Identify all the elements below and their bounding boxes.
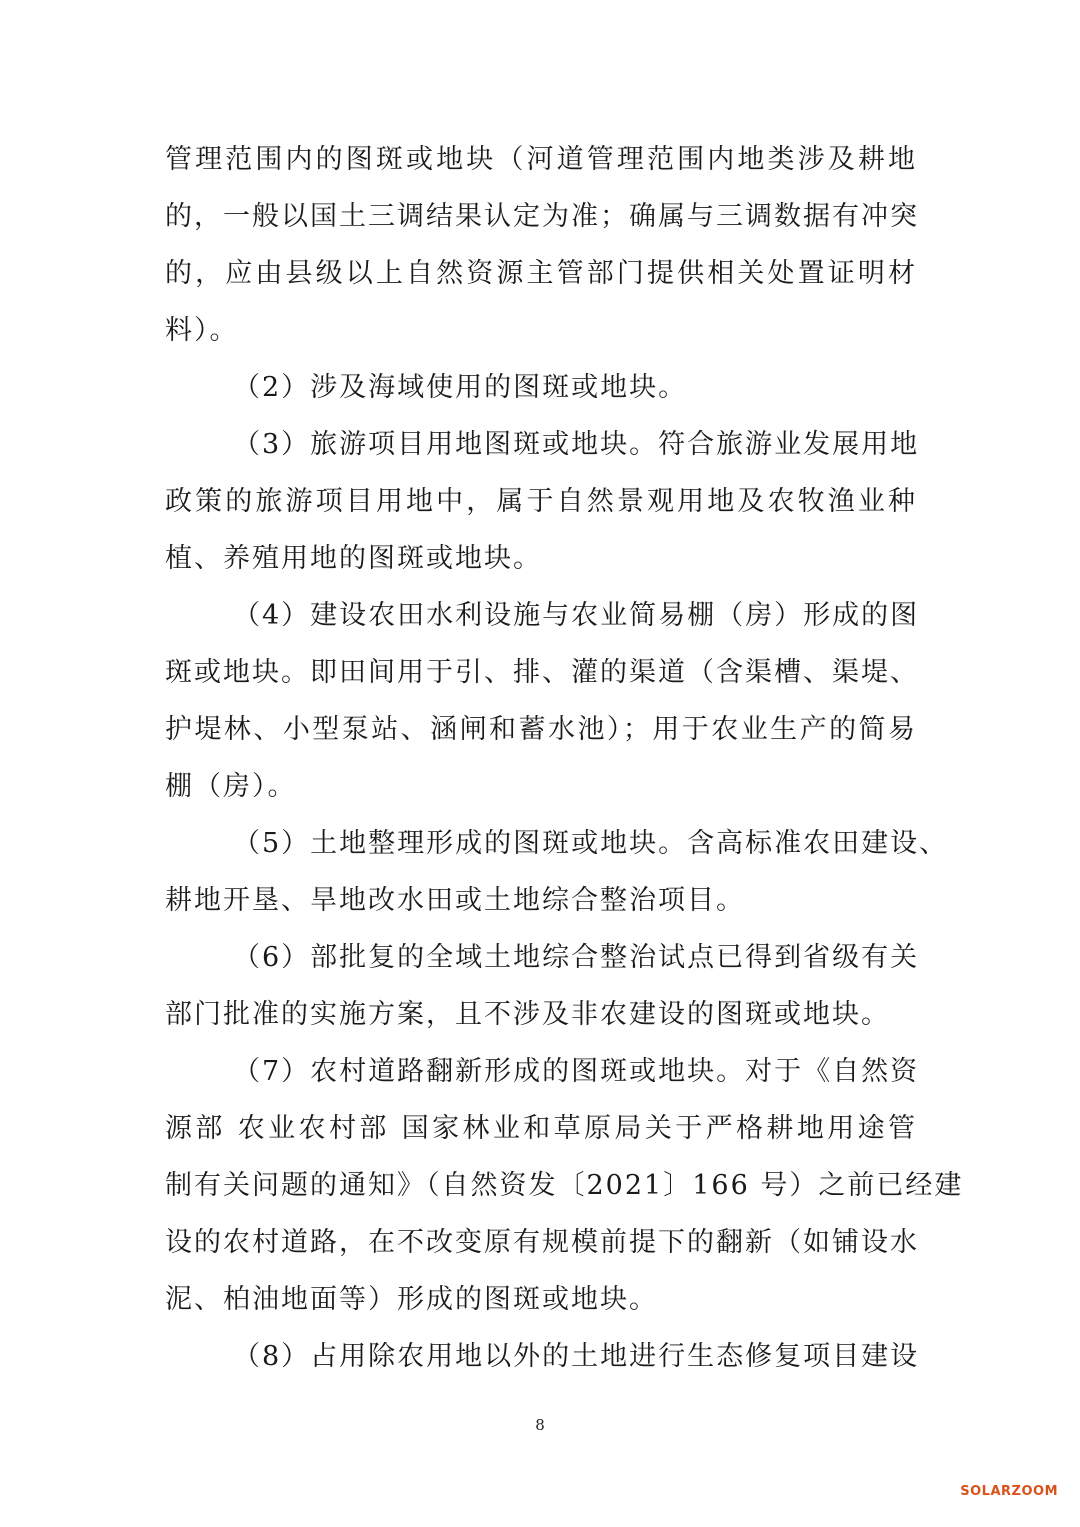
document-body	[165, 131, 964, 1385]
text-line: （4）建设农田水利设施与农业简易棚（房）形成的图	[233, 600, 920, 631]
text-line: （8）占用除农用地以外的土地进行生态修复项目建设	[233, 1341, 920, 1372]
text-line: 护堤林、小型泵站、涵闸和蓄水池）；用于农业生产的简易	[165, 714, 917, 745]
page-number: 8	[535, 1416, 545, 1434]
text-line: 制有关问题的通知》（自然资发〔2021〕166 号）之前已经建	[165, 1170, 964, 1201]
text-line: 部门批准的实施方案，且不涉及非农建设的图斑或地块。	[165, 999, 890, 1030]
text-line: （5）土地整理形成的图斑或地块。含高标准农田建设、	[233, 828, 949, 859]
text-line: 的，一般以国土三调结果认定为准；确属与三调数据有冲突	[165, 201, 919, 232]
text-line: 料）。	[165, 315, 239, 346]
solarzoom-watermark: SOLARZOOM	[960, 1484, 1058, 1499]
text-line: 泥、柏油地面等）形成的图斑或地块。	[165, 1284, 658, 1315]
text-line: 设的农村道路，在不改变原有规模前提下的翻新（如铺设水	[165, 1227, 919, 1258]
text-line: 源部 农业农村部 国家林业和草原局关于严格耕地用途管	[165, 1113, 917, 1144]
text-line: （3）旅游项目用地图斑或地块。符合旅游业发展用地	[233, 429, 920, 460]
text-line: 的，应由县级以上自然资源主管部门提供相关处置证明材	[165, 258, 917, 289]
text-line: （7）农村道路翻新形成的图斑或地块。对于《自然资	[233, 1056, 920, 1087]
text-line: 耕地开垦、旱地改水田或土地综合整治项目。	[165, 885, 745, 916]
text-line: 政策的旅游项目用地中，属于自然景观用地及农牧渔业种	[165, 486, 917, 517]
text-line: （2）涉及海域使用的图斑或地块。	[233, 372, 688, 403]
text-line: 棚（房）。	[165, 771, 297, 802]
text-line: 管理范围内的图斑或地块（河道管理范围内地类涉及耕地	[165, 144, 917, 175]
text-line: （6）部批复的全域土地综合整治试点已得到省级有关	[233, 942, 920, 973]
text-line: 植、养殖用地的图斑或地块。	[165, 543, 542, 574]
text-line: 斑或地块。即田间用于引、排、灌的渠道（含渠槽、渠堤、	[165, 657, 919, 688]
